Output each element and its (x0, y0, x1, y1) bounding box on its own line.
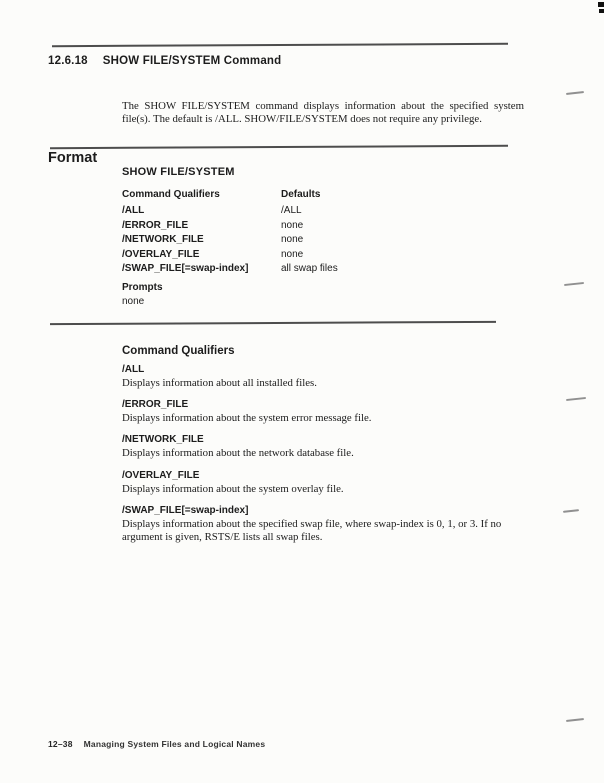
format-heading: Format (48, 150, 98, 166)
scan-edge-dash (566, 718, 584, 722)
default-cell: none (281, 248, 304, 260)
default-cell: none (281, 219, 304, 231)
default-cell: none (281, 234, 304, 246)
table-row (122, 233, 338, 247)
qualifier-cell: /NETWORK_FILE (122, 234, 204, 246)
footer-page-number: 12–38 (48, 739, 73, 749)
prompts-label: Prompts (122, 282, 163, 293)
prompts-block (122, 281, 163, 310)
top-rule (52, 43, 508, 47)
scan-edge-dash (564, 282, 584, 286)
default-cell: all swap files (281, 263, 338, 275)
qualifier-name: /ERROR_FILE (122, 399, 189, 411)
qualifier-item (122, 470, 532, 496)
qualifier-description: Displays information about the network database file. (122, 447, 354, 460)
table-row (122, 204, 338, 218)
scan-edge-dash (566, 91, 584, 95)
table-row (122, 262, 338, 276)
scan-corner-mark (599, 9, 604, 13)
qualifier-name: /OVERLAY_FILE (122, 469, 200, 481)
qualifier-description: Displays information about the specified swap file, where swap-index is 0, 1, or 3. If no argument is given, RSTS/E lists all swap files. (122, 517, 502, 544)
footer-chapter-title: Managing System Files and Logical Names (83, 739, 266, 749)
scan-corner-mark (598, 2, 604, 7)
command-syntax: SHOW FILE/SYSTEM (122, 166, 235, 178)
qualifier-description: Displays information about all installed files. (122, 377, 317, 389)
section-heading (48, 55, 281, 67)
qualifier-cell: /SWAP_FILE[=swap-index] (122, 263, 249, 275)
defaults-column-header: Defaults (281, 189, 321, 200)
qualifier-cell: /OVERLAY_FILE (122, 248, 200, 260)
section-number: 12.6.18 (48, 55, 88, 67)
table-header-row (122, 188, 338, 202)
qualifier-cell: /ERROR_FILE (122, 219, 189, 231)
page-footer (48, 739, 265, 749)
qualifier-defaults-table (122, 188, 338, 276)
scan-edge-dash (566, 397, 586, 401)
command-qualifiers-heading: Command Qualifiers (122, 345, 235, 357)
qualifier-name: /ALL (122, 364, 145, 375)
table-row (122, 248, 338, 262)
qualifier-item (122, 505, 532, 544)
format-rule (50, 145, 508, 149)
prompts-value: none (122, 296, 145, 308)
section-title: SHOW FILE/SYSTEM Command (102, 55, 282, 67)
default-cell: /ALL (281, 205, 302, 217)
qualifier-description: Displays information about the system error message file. (122, 412, 372, 425)
qualifier-name: /NETWORK_FILE (122, 434, 204, 446)
qualifier-description: Displays information about the system overlay file. (122, 482, 344, 495)
qualifier-item (122, 364, 532, 390)
intro-paragraph: The SHOW FILE/SYSTEM command displays information about the specified system file(s). The default is /ALL. SHOW/FILE/SYSTEM does not require any privilege. (122, 99, 524, 125)
qualifier-item (122, 399, 532, 425)
qualifier-name: /SWAP_FILE[=swap-index] (122, 504, 249, 516)
table-row (122, 219, 338, 233)
scan-edge-dash (563, 509, 579, 513)
mid-rule (50, 321, 496, 325)
qualifier-item (122, 434, 532, 460)
command-qualifiers-section (122, 345, 532, 553)
qualifier-column-header: Command Qualifiers (122, 189, 220, 200)
qualifier-cell: /ALL (122, 205, 145, 217)
